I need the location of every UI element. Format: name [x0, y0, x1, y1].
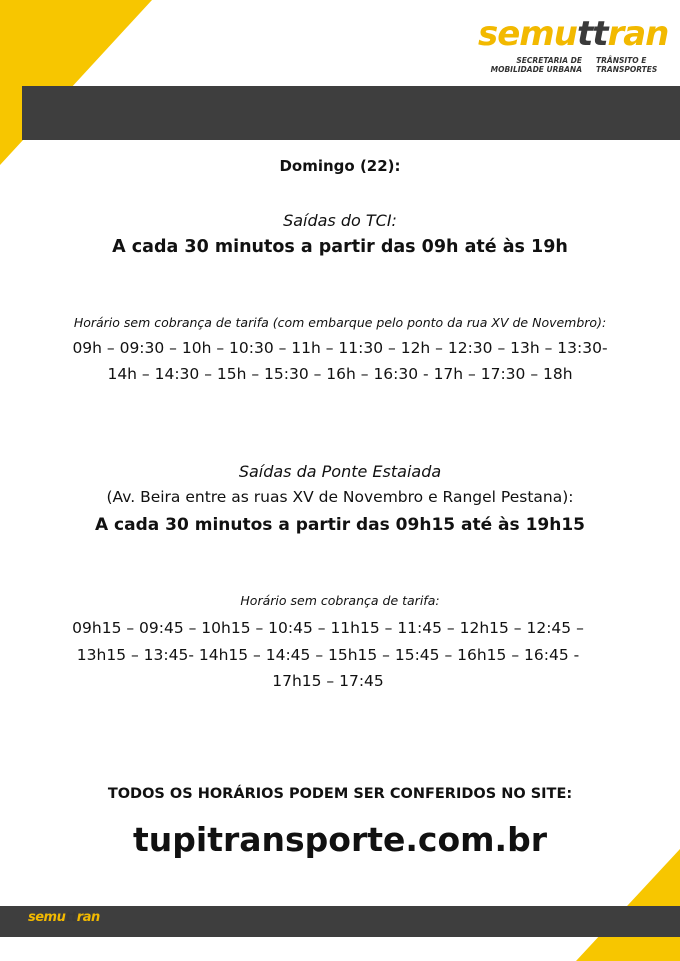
corner-triangle-bottom-right — [576, 849, 680, 961]
logo-wordmark: semuttran — [478, 14, 669, 54]
ponte-times-line-2: 13h15 – 13:45- 14h15 – 14:45 – 15h15 – 15:45 – 16h15 – 16:45 - — [76, 646, 580, 664]
tci-frequency: A cada 30 minutos a partir das 09h até às 19h — [112, 237, 568, 257]
header-bar — [22, 86, 680, 140]
corner-triangle-top-left — [0, 0, 152, 165]
notice-text: TODOS OS HORÁRIOS PODEM SER CONFERIDOS NO SITE: — [107, 786, 573, 802]
tci-times-line-2: 14h – 14:30 – 15h – 15:30 – 16h – 16:30 - 17h – 17:30 – 18h — [107, 365, 573, 383]
ponte-times-line-3: 17h15 – 17:45 — [272, 672, 384, 690]
ponte-frequency: A cada 30 minutos a partir das 09h15 até às 19h15 — [94, 515, 585, 535]
tci-free-note: Horário sem cobrança de tarifa (com embarque pelo ponto da rua XV de Novembro): — [73, 315, 607, 330]
tci-times-line-1: 09h – 09:30 – 10h – 10:30 – 11h – 11:30 – 12h – 12:30 – 13h – 13:30- — [72, 339, 608, 357]
semuttran-logo-small — [28, 910, 98, 934]
semuttran-logo — [478, 14, 668, 76]
ponte-title: Saídas da Ponte Estaiada — [238, 462, 442, 481]
ponte-free-note: Horário sem cobrança de tarifa: — [240, 593, 440, 608]
website-link[interactable]: tupitransporte.com.br — [133, 820, 547, 859]
ponte-times-line-1: 09h15 – 09:45 – 10h15 – 10:45 – 11h15 – 11:45 – 12h15 – 12:45 – — [72, 619, 584, 637]
logo-subtitle-left: SECRETARIA DE MOBILIDADE URBANA — [490, 56, 582, 74]
footer-bar — [0, 906, 680, 937]
ponte-location: (Av. Beira entre as ruas XV de Novembro e Rangel Pestana): — [106, 488, 574, 506]
day-heading: Domingo (22): — [279, 157, 401, 175]
logo-subtitle-right: TRÂNSITO E TRANSPORTES — [596, 56, 658, 74]
tci-title: Saídas do TCI: — [283, 211, 397, 230]
logo-small-wordmark: semuttran — [28, 910, 100, 925]
